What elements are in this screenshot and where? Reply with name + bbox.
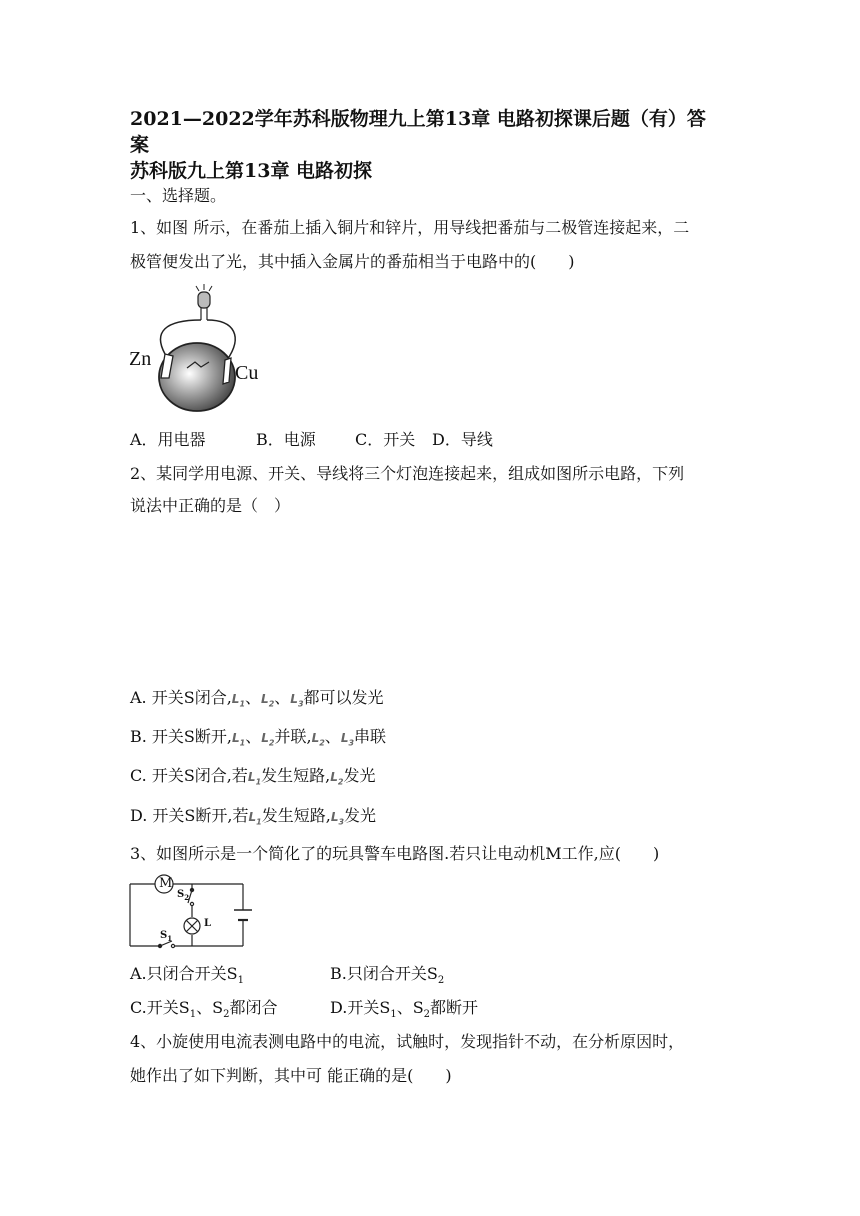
q1-option-c[interactable]: C．开关: [355, 430, 416, 449]
q1-line2: 极管便发出了光，其中插入金属片的番茄相当于电路中的( ): [130, 252, 575, 271]
l2-symbol: $L_2$: [330, 770, 344, 787]
q2-line1: 2、某同学用电源、开关、导线将三个灯泡连接起来，组成如图所示电路，下列: [130, 464, 685, 483]
s2-label: $S_2$: [177, 889, 190, 902]
l3-symbol: $L_3$: [290, 692, 304, 709]
l3-symbol: $L_3$: [340, 731, 355, 748]
q1-line1: 1、如图 所示，在番茄上插入铜片和锌片，用导线把番茄与二极管连接起来，二: [130, 218, 690, 237]
l2-symbol: $L_2$: [311, 731, 325, 748]
doc-subtitle: 苏科版九上第13章 电路初探: [130, 160, 373, 182]
l1-symbol: $L_1$: [231, 692, 246, 709]
q3-line1: 3、如图所示是一个简化了的玩具警车电路图.若只让电动机M工作,应( ): [130, 844, 660, 863]
section-heading: 一、选择题。: [130, 186, 227, 205]
l1-symbol: $L_1$: [248, 810, 262, 827]
q3-option-c[interactable]: C.开关$S_1$、$S_2$都闭合: [130, 998, 278, 1021]
doc-title-line1: 2021—2022学年苏科版物理九上第13章 电路初探课后题（有）答: [130, 108, 706, 130]
q1-option-d[interactable]: D．导线: [432, 430, 493, 449]
q4-line2: 她作出了如下判断，其中可 能正确的是( ): [130, 1066, 452, 1085]
q2-option-d[interactable]: D. 开关S断开,若$L_1$发生短路$,L_3$发光: [130, 806, 377, 827]
q2-option-b[interactable]: B. 开关S断开$,L_1$、$L_2$并联$,L_2$、$L_3$串联: [130, 727, 387, 748]
doc-title-line2: 案: [130, 134, 150, 156]
police-car-circuit-figure: [128, 872, 252, 952]
l3-symbol: $L_3$: [330, 810, 345, 827]
q1-option-b[interactable]: B．电源: [256, 430, 316, 449]
l1-symbol: $L_1$: [231, 731, 246, 748]
q1-option-a[interactable]: A．用电器: [130, 430, 206, 449]
lamp-label: L: [204, 918, 212, 929]
q2-line2: 说法中正确的是（ ）: [130, 496, 291, 515]
q3-option-a[interactable]: A.只闭合开关$S_1$: [130, 964, 244, 987]
l1-symbol: $L_1$: [247, 770, 262, 787]
l2-symbol: $L_2$: [261, 731, 275, 748]
s1-label: $S_1$: [160, 930, 173, 943]
q4-line1: 4、小旋使用电流表测电路中的电流，试触时，发现指针不动，在分析原因时，: [130, 1032, 685, 1051]
cu-label: Cu: [235, 362, 259, 384]
zn-label: Zn: [129, 348, 152, 370]
q3-option-d[interactable]: D.开关$S_1$、$S_2$都断开: [330, 998, 479, 1021]
l2-symbol: $L_2$: [261, 692, 275, 709]
q2-option-c[interactable]: C. 开关S闭合,若$L_1$发生短路$,L_2$发光: [130, 766, 376, 787]
motor-label: M: [159, 876, 173, 891]
q2-option-a[interactable]: A. 开关S闭合$,L_1$、$L_2$、$L_3$都可以发光: [130, 688, 384, 709]
led-icon: [198, 292, 210, 308]
q3-option-b[interactable]: B.只闭合开关$S_2$: [330, 964, 445, 987]
